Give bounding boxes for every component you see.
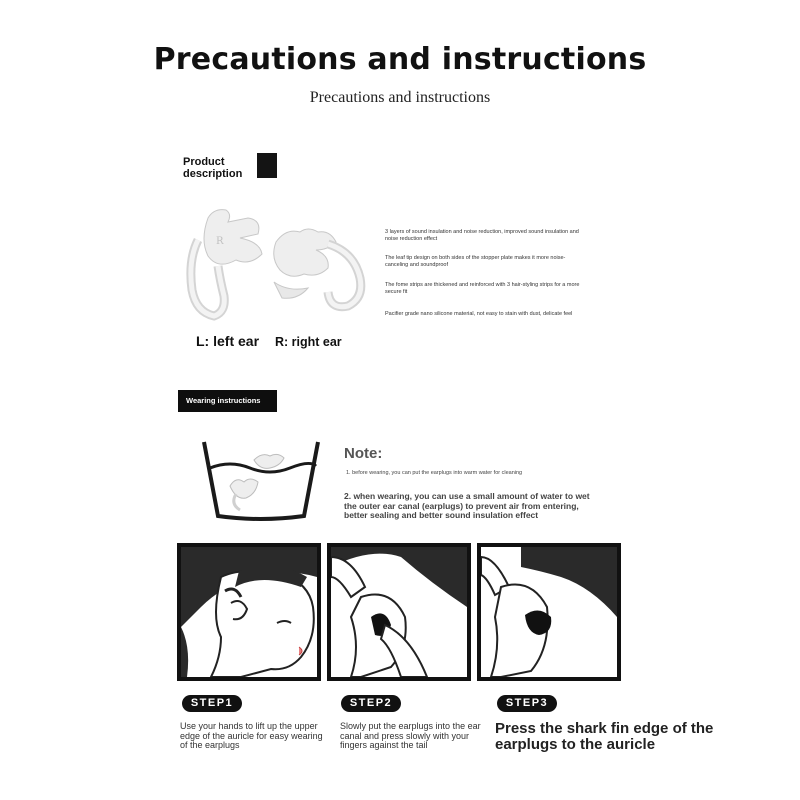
step3-label: STEP3 [497, 695, 557, 712]
page-title: Precautions and instructions [153, 42, 647, 77]
face-icon [211, 571, 314, 677]
wearing-instructions-header: Wearing instructions [178, 390, 277, 412]
step3-illustration [477, 543, 621, 681]
right-earplug-icon [274, 229, 361, 307]
left-ear-label: L: left ear [196, 333, 260, 349]
step2-text: Slowly put the earplugs into the ear canal and press slowly with your fingers against the tail [340, 721, 481, 750]
note-2: 2. when wearing, you can use a small amount of water to wet the outer ear canal (earplugs) to prevent air from entering, better sealing and better sound insulation effect [344, 491, 590, 520]
earplugs-product-image [178, 200, 378, 330]
right-ear-label: R: right ear [275, 335, 342, 349]
product-label-line1: Product [183, 156, 225, 168]
step2-illustration [327, 543, 471, 681]
product-label-line2: description [183, 168, 243, 180]
step1-text: Use your hands to lift up the upper edge of the auricle for easy wearing of the earplugs [180, 721, 323, 750]
left-earplug-icon [191, 210, 262, 316]
water-bowl-image [200, 438, 322, 522]
step3-text: Press the shark fin edge of the earplugs to the auricle [495, 720, 714, 753]
hand-icon [331, 557, 365, 597]
note-title: Note: [344, 445, 383, 462]
feature-1: 3 layers of sound insulation and noise reduction, improved sound insulation and noise reduction effect [385, 229, 579, 242]
step2-label: STEP2 [341, 695, 401, 712]
bowl-icon [204, 442, 318, 519]
step1-label: STEP1 [182, 695, 242, 712]
page-subtitle: Precautions and instructions [309, 89, 491, 106]
product-description-label [183, 156, 242, 180]
step1-illustration [177, 543, 321, 681]
feature-2: The leaf tip design on both sides of the stopper plate makes it more noise-canceling and soundproof [385, 255, 566, 268]
svg-text:R: R [216, 236, 224, 247]
feature-3: The fome strips are thickened and reinforced with 3 hair-styling strips for a more secure fit [385, 282, 580, 295]
floating-earplugs-icon [230, 454, 284, 510]
note-1: 1. before wearing, you can put the earplugs into warm water for cleaning [346, 470, 523, 476]
decorative-black-square [257, 153, 277, 178]
feature-4: Pacifier grade nano silicone material, not easy to stain with dust, delicate feel [385, 311, 573, 317]
